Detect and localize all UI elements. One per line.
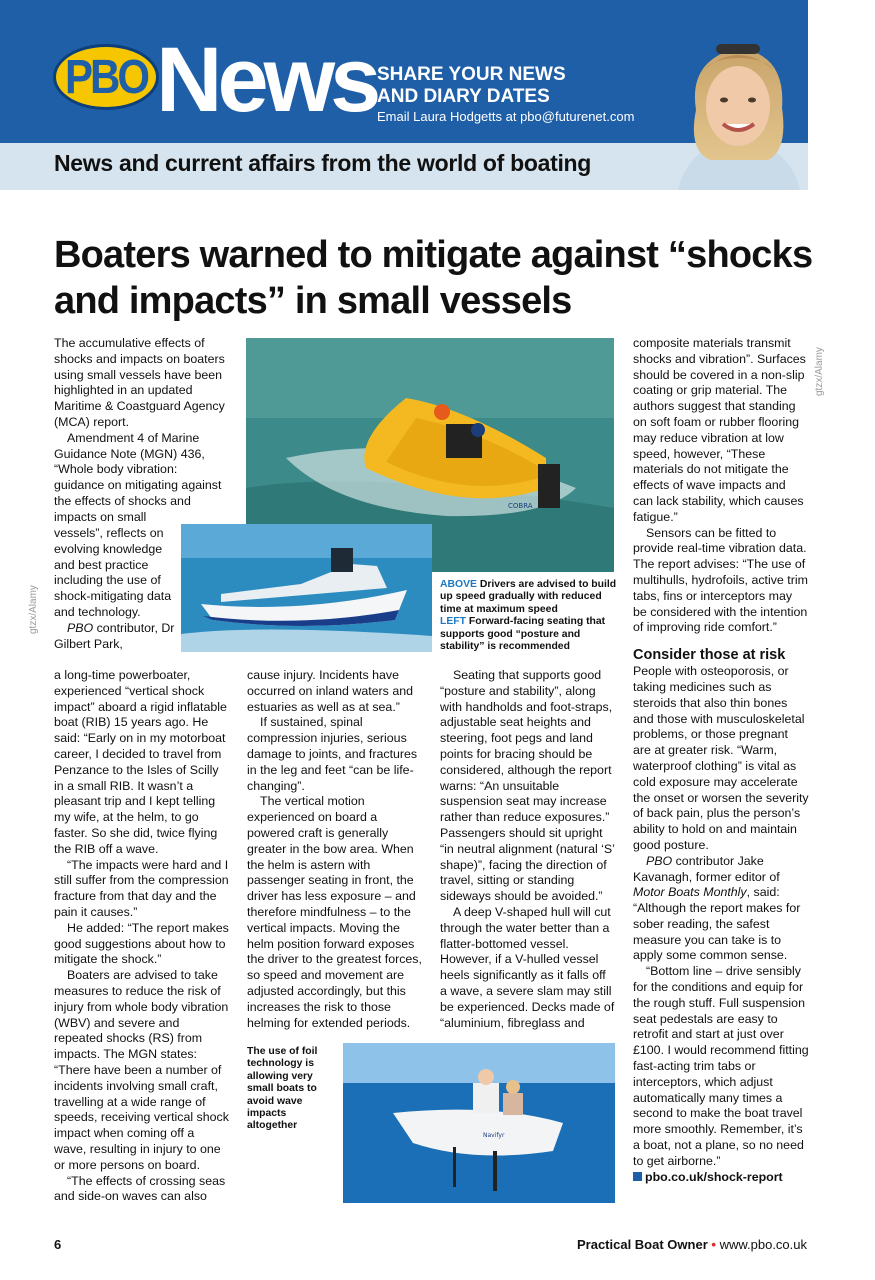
column-2 [247, 668, 423, 1031]
editor-portrait [668, 40, 808, 190]
body-paragraph: Seating that supports good “posture and stability”, along with handholds and foot-straps, adjustable seat heights and steering, foot pegs and land points for bracing should be considered, although the report warns: “An unsuitable suspension seat may increase rather than reduce exposures.” Passengers should sit upright “in neutral alignment (natural ‘S’ shape)”, facing the direction of travel, sitting or standing sideways should be avoided.” [440, 668, 615, 904]
magazine-mention: Motor Boats Monthly [633, 885, 747, 900]
rib-hull-label: COBRA [508, 502, 533, 510]
body-paragraph: Amendment 4 of Marine Guidance Note (MGN) 436, “Whole body vibration: guidance on mitigating against the effects of shocks and impacts on small [54, 430, 222, 524]
pbo-mention: PBO [67, 620, 94, 635]
caption-above-label: ABOVE [440, 579, 477, 590]
pbo-logo-text: PBO [64, 49, 147, 104]
column-3 [440, 668, 616, 1031]
body-paragraph: A deep V-shaped hull will cut through the water better than a flatter-bottomed vessel. However, if a V-hulled vessel heels significantly as it falls off a wave, a severe slam may still be experienced. Decks made of “aluminium, fibreglass and [440, 904, 615, 1030]
caption-left-text: Forward-facing seating that supports good “posture and stability” is recommended [440, 616, 606, 653]
section-tagline: News and current affairs from the world of boating [54, 150, 592, 176]
report-link[interactable] [633, 1170, 809, 1186]
body-paragraph: composite materials transmit shocks and vibration”. Surfaces should be covered in a non-slip coating or grip material. The authors suggest that standing on soft foam or rubber flooring may reduce vibration at low speed, however, “These materials do not mitigate the effects of wave impacts and can lack stability, which causes fatigue.” [633, 336, 806, 524]
column-1-bottom [54, 668, 230, 1205]
body-paragraph: cause injury. Incidents have occurred on inland waters and estuaries as well as at sea.” [247, 668, 413, 714]
body-text: , said: “Although the report makes for sober reading, the safest measure you can take is to apply some common sense. [633, 885, 801, 963]
body-text: contributor Jake Kavanagh, former editor of [633, 853, 780, 884]
section-subheading: Consider those at risk [633, 647, 786, 664]
body-paragraph: “The impacts were hard and I still suffer from the compression fracture from that day and the pain it causes.” [54, 857, 229, 919]
pbo-mention: PBO [646, 853, 673, 868]
share-heading-line1: SHARE YOUR NEWS [377, 64, 566, 85]
footer-website[interactable]: www.pbo.co.uk [715, 1237, 807, 1252]
photo-credit-left: gtzx/Alamy [28, 585, 39, 634]
foil-photo-caption: The use of foil technology is allowing very small boats to avoid wave impacts altogether [247, 1046, 318, 1132]
article-headline: Boaters warned to mitigate against “shocks and impacts” in small vessels [54, 234, 813, 322]
caption-left-label: LEFT [440, 616, 466, 628]
body-paragraph: Boaters are advised to take measures to reduce the risk of injury from whole body vibration (WBV) and severe and repeated shocks (RS) from impacts. The MGN states: “There have been a number of incidents involving small craft, travelling at a wide range of speeds, receiving vertical shock impact when coming off a wave, resulting in injury to one or more persons on board. [54, 968, 229, 1172]
body-paragraph: Sensors can be fitted to provide real-time vibration data. The report advises: “The use of multihulls, hydrofoils, active trim tabs, fins or interceptors may be considered with the intention of improving ride comfort.” [633, 525, 808, 635]
body-paragraph: The accumulative effects of shocks and impacts on boaters using small vessels have been highlighted in an updated Maritime & Coastguard Agency (MCA) report. [54, 336, 225, 429]
magazine-name: Practical Boat Owner [576, 1237, 708, 1252]
body-paragraph: The vertical motion experienced on board a powered craft is generally greater in the bow area. When the helm is astern with passenger seating in front, the driver has less exposure – and therefore mindfulness – to the vertical impacts. Moving the helm position forward exposes the driver to the greatest forces, so speed and movement are adjusted accordingly, but this increases the risk to those helming for extended periods. [247, 794, 422, 1030]
column-1-top [54, 336, 230, 526]
share-email: Email Laura Hodgetts at pbo@futurenet.com [377, 109, 635, 124]
column-4 [633, 336, 809, 1185]
body-paragraph: a long-time powerboater, experienced “vertical shock impact” aboard a rigid inflatable boat (RIB) 15 years ago. He said: “Early on in my motorboat career, I decided to travel from Penzance to the Isles of Scilly in a small RIB. It wasn’t a pleasant trip and I kept telling my wife, at the helm, to go faster. So she did, twice flying the RIB off a wave. [54, 668, 227, 856]
body-paragraph: vessels”, reflects on evolving knowledge and best practice including the use of shock-mitigating data and technology. [54, 526, 172, 619]
body-paragraph [633, 854, 809, 965]
photo-caption-main [440, 579, 618, 653]
column-1-wrap [54, 526, 178, 652]
pbo-logo [53, 44, 159, 110]
body-paragraph: “Bottom line – drive sensibly for the conditions and equip for the rough stuff. Full suspension seat pedestals are easy to retrofit and start at just over £100. I would recommend fitting fast-acting trim tabs or interceptors, which adjust automatically many times a second to make the boat travel more smoothly. Remember, it’s a boat, not a plane, so no need to get airborne.” [633, 964, 809, 1168]
cruiser-photo [181, 524, 432, 652]
body-paragraph: If sustained, spinal compression injuries, serious damage to joints, and fractures in the leg and feet “can be life-changing”. [247, 715, 418, 793]
page-number: 6 [54, 1237, 62, 1252]
news-logo-text: News [156, 29, 377, 131]
body-paragraph: People with osteoporosis, or taking medicines such as steroids that also thin bones and those with musculoskeletal problems, or those pregnant are at greater risk. “Warm, waterproof clothing” is vital as cold exposure may accelerate the onset or worsen the severity of back pain, plus the person’s ability to hold on and maintain good posture. [633, 664, 809, 852]
footer-bullet: • [711, 1237, 716, 1252]
share-heading-line2: AND DIARY DATES [377, 86, 550, 107]
foil-boat-photo [343, 1043, 615, 1203]
foil-hull-label: Navifyr [483, 1132, 505, 1139]
body-text: contributor, Dr Gilbert Park, [54, 620, 175, 651]
body-paragraph [54, 621, 178, 653]
caption-above-text: Drivers are advised to build up speed gradually with reduced time at maximum speed [440, 579, 617, 615]
square-bullet-icon [633, 1172, 642, 1181]
photo-credit-right: gtzx/Alamy [814, 347, 825, 396]
report-link-text[interactable]: pbo.co.uk/shock-report [645, 1169, 783, 1184]
body-paragraph: “The effects of crossing seas and side-on waves can also [54, 1173, 226, 1204]
page-footer [577, 1237, 807, 1252]
body-paragraph: He added: “The report makes good suggestions about how to mitigate the shock.” [54, 920, 229, 967]
